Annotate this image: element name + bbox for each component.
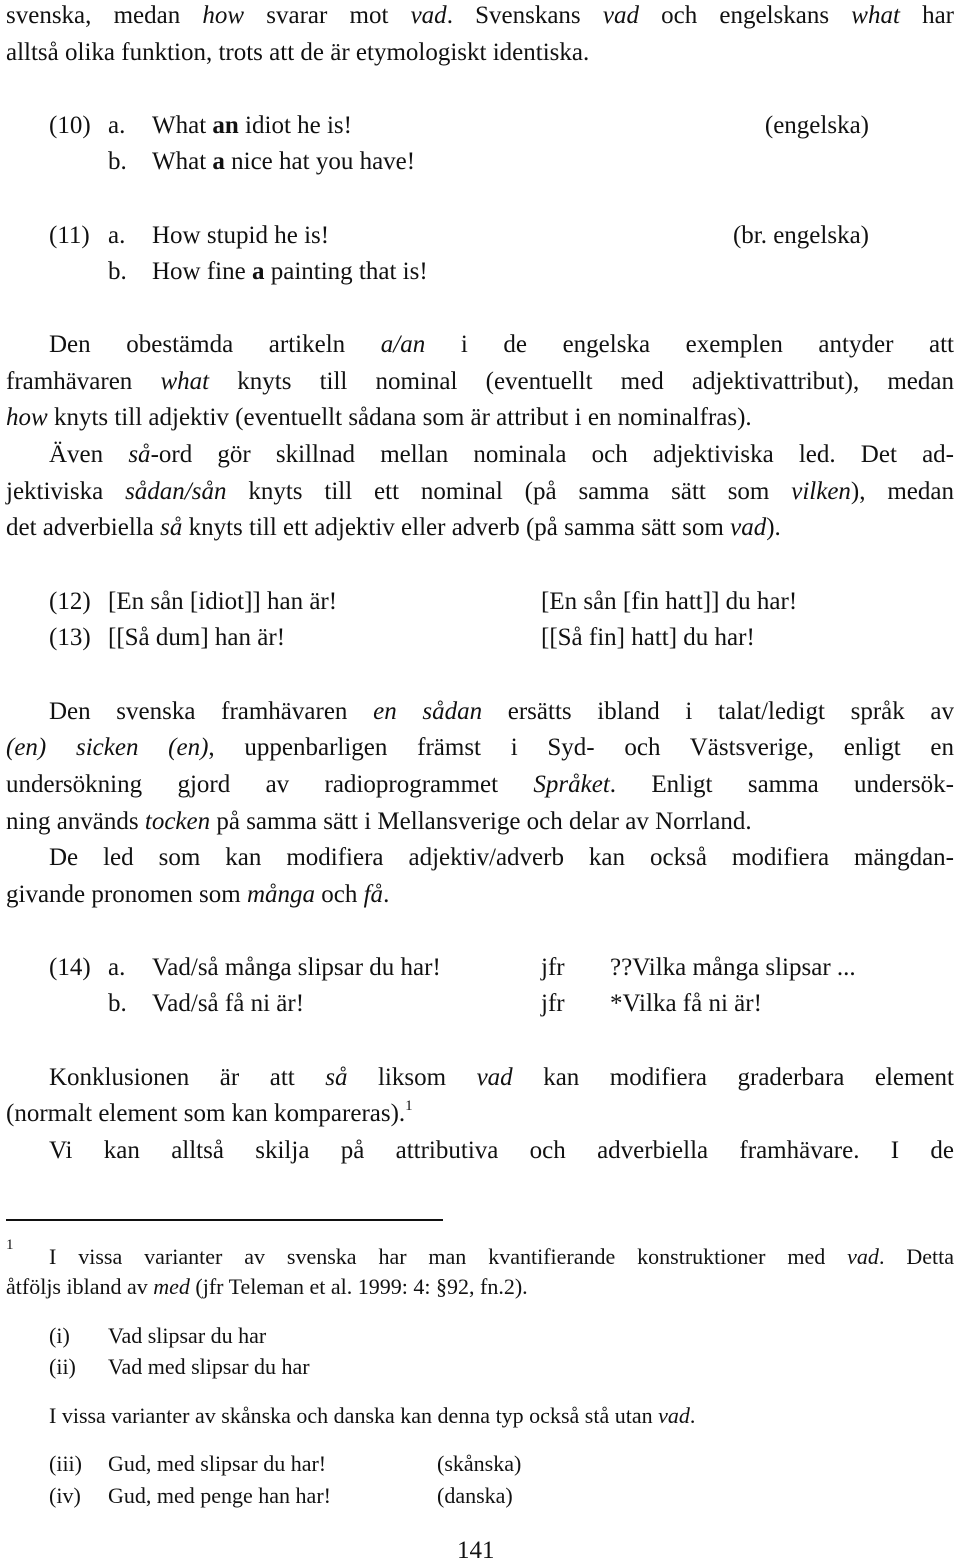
example-letter: a. [108, 954, 126, 981]
text-line: svenska, medan how svarar mot vad. Svenskans vad och engelskans what har [6, 2, 955, 29]
example-sentence: How stupid he is! [152, 222, 330, 249]
example-number: (14) [49, 954, 91, 981]
footnote-example-number: (i) [49, 1323, 70, 1348]
footnote-example-language: (danska) [437, 1483, 513, 1508]
paragraph-line: how knyts till adjektiv (eventuellt sådana som är attribut i en nominalfras). [6, 404, 752, 431]
example-sentence: [[Så fin] hatt] du har! [541, 624, 755, 651]
example-number: (10) [49, 112, 91, 139]
paragraph-line: Vi kan alltså skilja på attributiva och adverbiella framhävare. I de [49, 1137, 954, 1164]
footnote-line: I vissa varianter av skånska och danska kan denna typ också stå utan vad. [49, 1403, 696, 1428]
example-comparison: *Vilka få ni är! [610, 990, 762, 1017]
footnote-example-number: (iii) [49, 1451, 82, 1476]
example-sentence: What a nice hat you have! [152, 148, 416, 175]
footnote-rule [6, 1219, 443, 1221]
footnote-example-number: (ii) [49, 1354, 76, 1379]
example-letter: b. [108, 258, 127, 285]
example-sentence: Vad/så få ni är! [152, 990, 305, 1017]
footnote-example-text: Gud, med slipsar du har! [108, 1451, 327, 1476]
example-comparison: ??Vilka många slipsar ... [610, 954, 856, 981]
example-number: (12) [49, 588, 91, 615]
example-jfr: jfr [541, 954, 565, 981]
footnote-example-number: (iv) [49, 1483, 81, 1508]
paragraph-line: Den obestämda artikeln a/an i de engelska exemplen antyder att [49, 331, 954, 358]
page-number: 141 [457, 1537, 495, 1564]
paragraph-line: Den svenska framhävaren en sådan ersätts ibland i talat/ledigt språk av [49, 698, 955, 725]
example-sentence: How fine a painting that is! [152, 258, 428, 285]
example-letter: b. [108, 990, 127, 1017]
example-number: (11) [49, 222, 90, 249]
paragraph-line: ning används tocken på samma sätt i Mellansverige och delar av Norrland. [6, 808, 752, 835]
footnote-example-text: Vad slipsar du har [108, 1323, 267, 1348]
paragraph-line: (en) sicken (en), uppenbarligen främst i Syd- och Västsverige, enligt en [6, 734, 954, 761]
paragraph-line: De led som kan modifiera adjektiv/adverb kan också modifiera mängdan- [49, 844, 954, 871]
paragraph-line: jektiviska sådan/sån knyts till ett nominal (på samma sätt som vilken), medan [6, 478, 954, 505]
footnote-reference[interactable]: 1 [405, 1098, 413, 1114]
paragraph-line: (normalt element som kan kompareras).$^1$ [6, 1098, 413, 1127]
paragraph-line: det adverbiella så knyts till ett adjektiv eller adverb (på samma sätt som vad). [6, 514, 781, 541]
example-sentence: [[Så dum] han är! [108, 624, 286, 651]
example-language: (br. engelska) [732, 222, 869, 249]
example-jfr: jfr [541, 990, 565, 1017]
example-sentence: [En sån [fin hatt]] du har! [541, 588, 798, 615]
paragraph-line: Konklusionen är att så liksom vad kan modifiera graderbara element [49, 1064, 955, 1091]
footnote-example-language: (skånska) [437, 1451, 522, 1476]
footnote-number: 1 [6, 1237, 14, 1253]
footnote-line: åtföljs ibland av med (jfr Teleman et al. 1999: 4: §92, fn.2). [6, 1274, 528, 1299]
example-letter: a. [108, 112, 126, 139]
example-language: (engelska) [764, 112, 869, 139]
footnote-example-text: Vad med slipsar du har [108, 1354, 310, 1379]
paragraph-line: framhävaren what knyts till nominal (eventuellt med adjektivattribut), medan [6, 368, 954, 395]
paragraph-line: givande pronomen som många och få. [6, 881, 390, 908]
example-sentence: What an idiot he is! [152, 112, 352, 139]
example-number: (13) [49, 624, 91, 651]
example-sentence: [En sån [idiot]] han är! [108, 588, 338, 615]
example-letter: b. [108, 148, 127, 175]
example-letter: a. [108, 222, 126, 249]
text-line: alltså olika funktion, trots att de är etymologiskt identiska. [6, 39, 590, 66]
example-sentence: Vad/så många slipsar du har! [152, 954, 441, 981]
footnote-example-text: Gud, med penge han har! [108, 1483, 331, 1508]
footnote-line: I vissa varianter av svenska har man kvantifierande konstruktioner med vad. Detta [49, 1244, 954, 1269]
paragraph-line: Även så-ord gör skillnad mellan nominala och adjektiviska led. Det ad- [49, 441, 954, 468]
paragraph-line: undersökning gjord av radioprogrammet Språket. Enligt samma undersök- [6, 771, 954, 798]
